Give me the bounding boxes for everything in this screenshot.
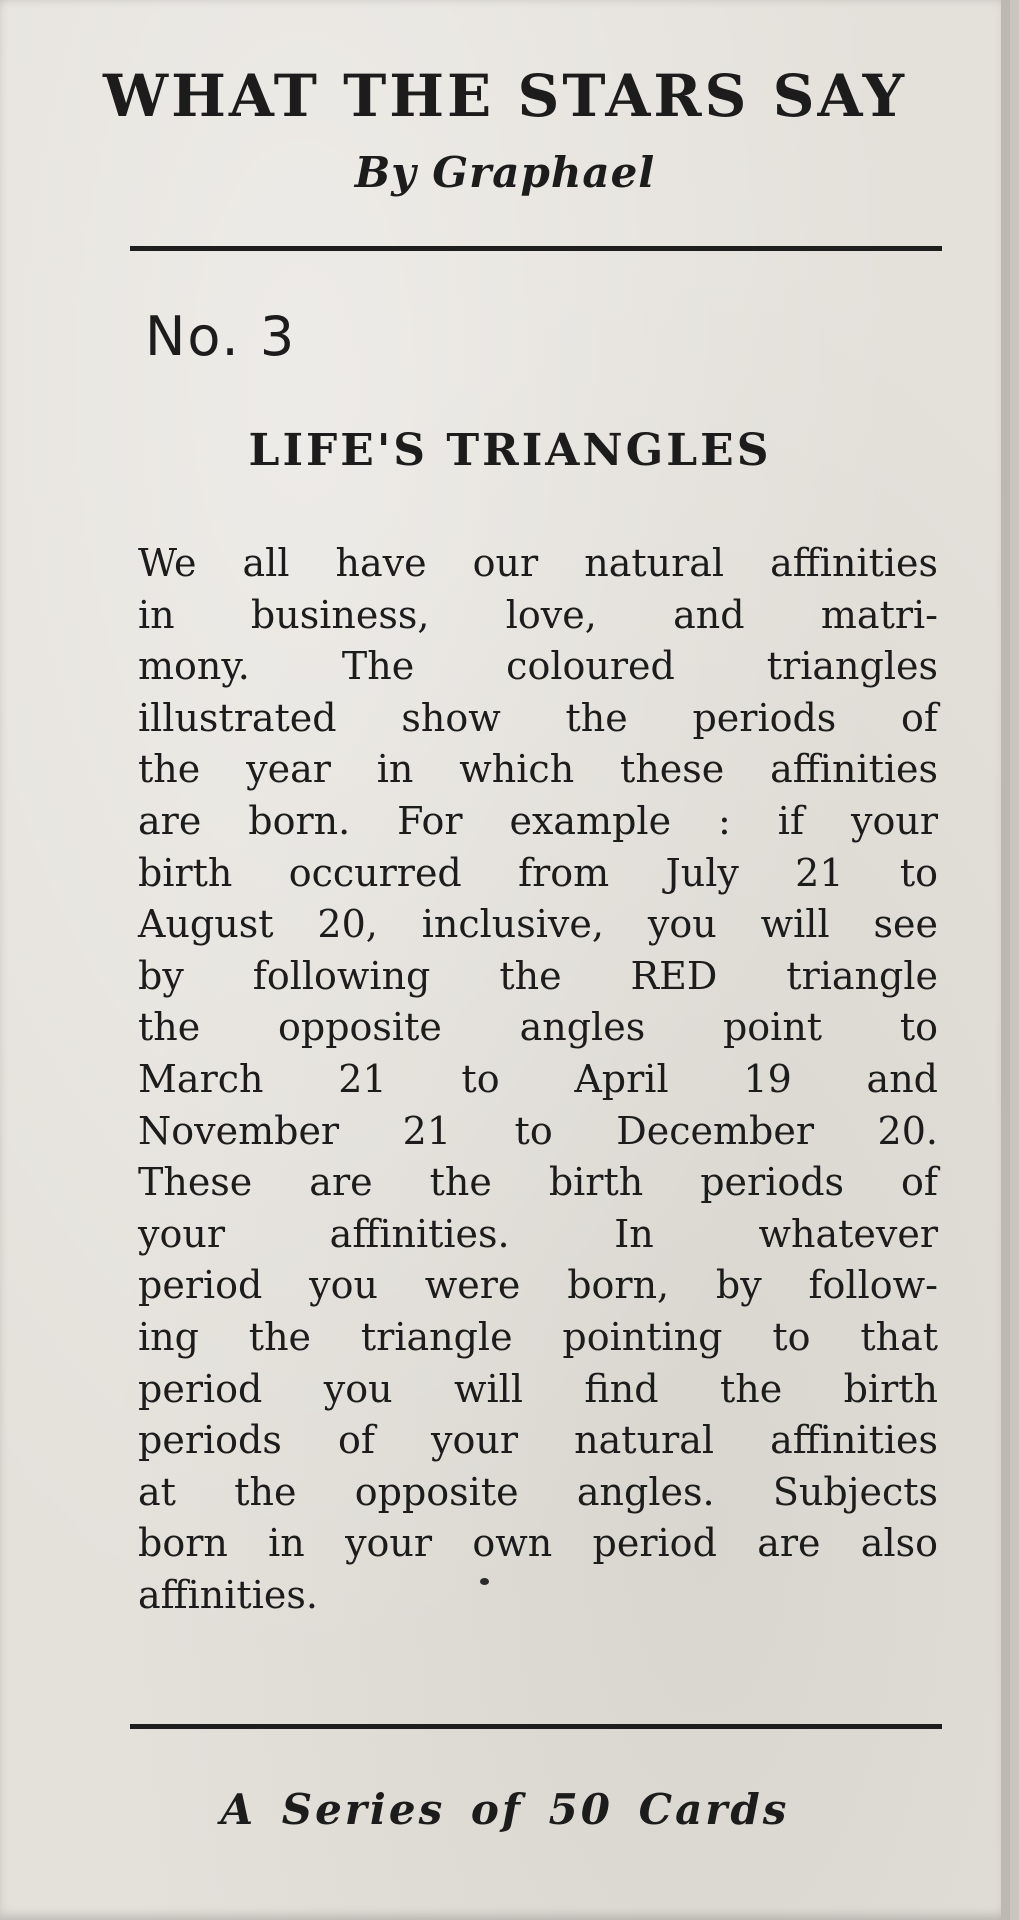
- card-edge: [1001, 0, 1010, 1920]
- ink-speck: [480, 1578, 489, 1585]
- body-line: period you will find the birth: [138, 1366, 938, 1411]
- body-line: the year in which these affinities: [138, 747, 938, 792]
- body-line: August 20, inclusive, you will see: [138, 902, 938, 947]
- body-line: ing the triangle pointing to that: [138, 1314, 938, 1359]
- body-line: periods of your natural affinities: [138, 1418, 938, 1463]
- body-line: mony. The coloured triangles: [138, 644, 938, 689]
- body-line: These are the birth periods of: [138, 1160, 938, 1205]
- body-line: your affinities. In whatever: [138, 1211, 938, 1256]
- card-heading: LIFE'S TRIANGLES: [248, 425, 772, 476]
- body-line: are born. For example : if your: [138, 798, 938, 843]
- author-byline: By Graphael: [354, 148, 656, 197]
- bottom-divider: [130, 1724, 942, 1729]
- body-line: We all have our natural affinities: [138, 541, 938, 585]
- body-line: by following the RED triangle: [138, 953, 938, 998]
- series-footer: A Series of 50 Cards: [220, 1785, 790, 1834]
- body-line: birth occurred from July 21 to: [138, 850, 938, 895]
- body-line: March 21 to April 19 and: [138, 1056, 938, 1101]
- card-number: No. 3: [145, 305, 297, 368]
- top-divider: [130, 246, 942, 251]
- series-title: WHAT THE STARS SAY: [102, 62, 908, 130]
- card-body-text: [138, 538, 938, 1621]
- body-line: period you were born, by follow-: [138, 1263, 938, 1308]
- body-line: affinities.: [138, 1572, 318, 1617]
- body-line: at the opposite angles. Subjects: [138, 1469, 938, 1514]
- body-line: in business, love, and matri-: [138, 592, 938, 637]
- body-line: the opposite angles point to: [138, 1005, 938, 1050]
- body-line: illustrated show the periods of: [138, 695, 938, 740]
- body-line: born in your own period are also: [138, 1521, 938, 1566]
- body-line: November 21 to December 20.: [138, 1108, 938, 1153]
